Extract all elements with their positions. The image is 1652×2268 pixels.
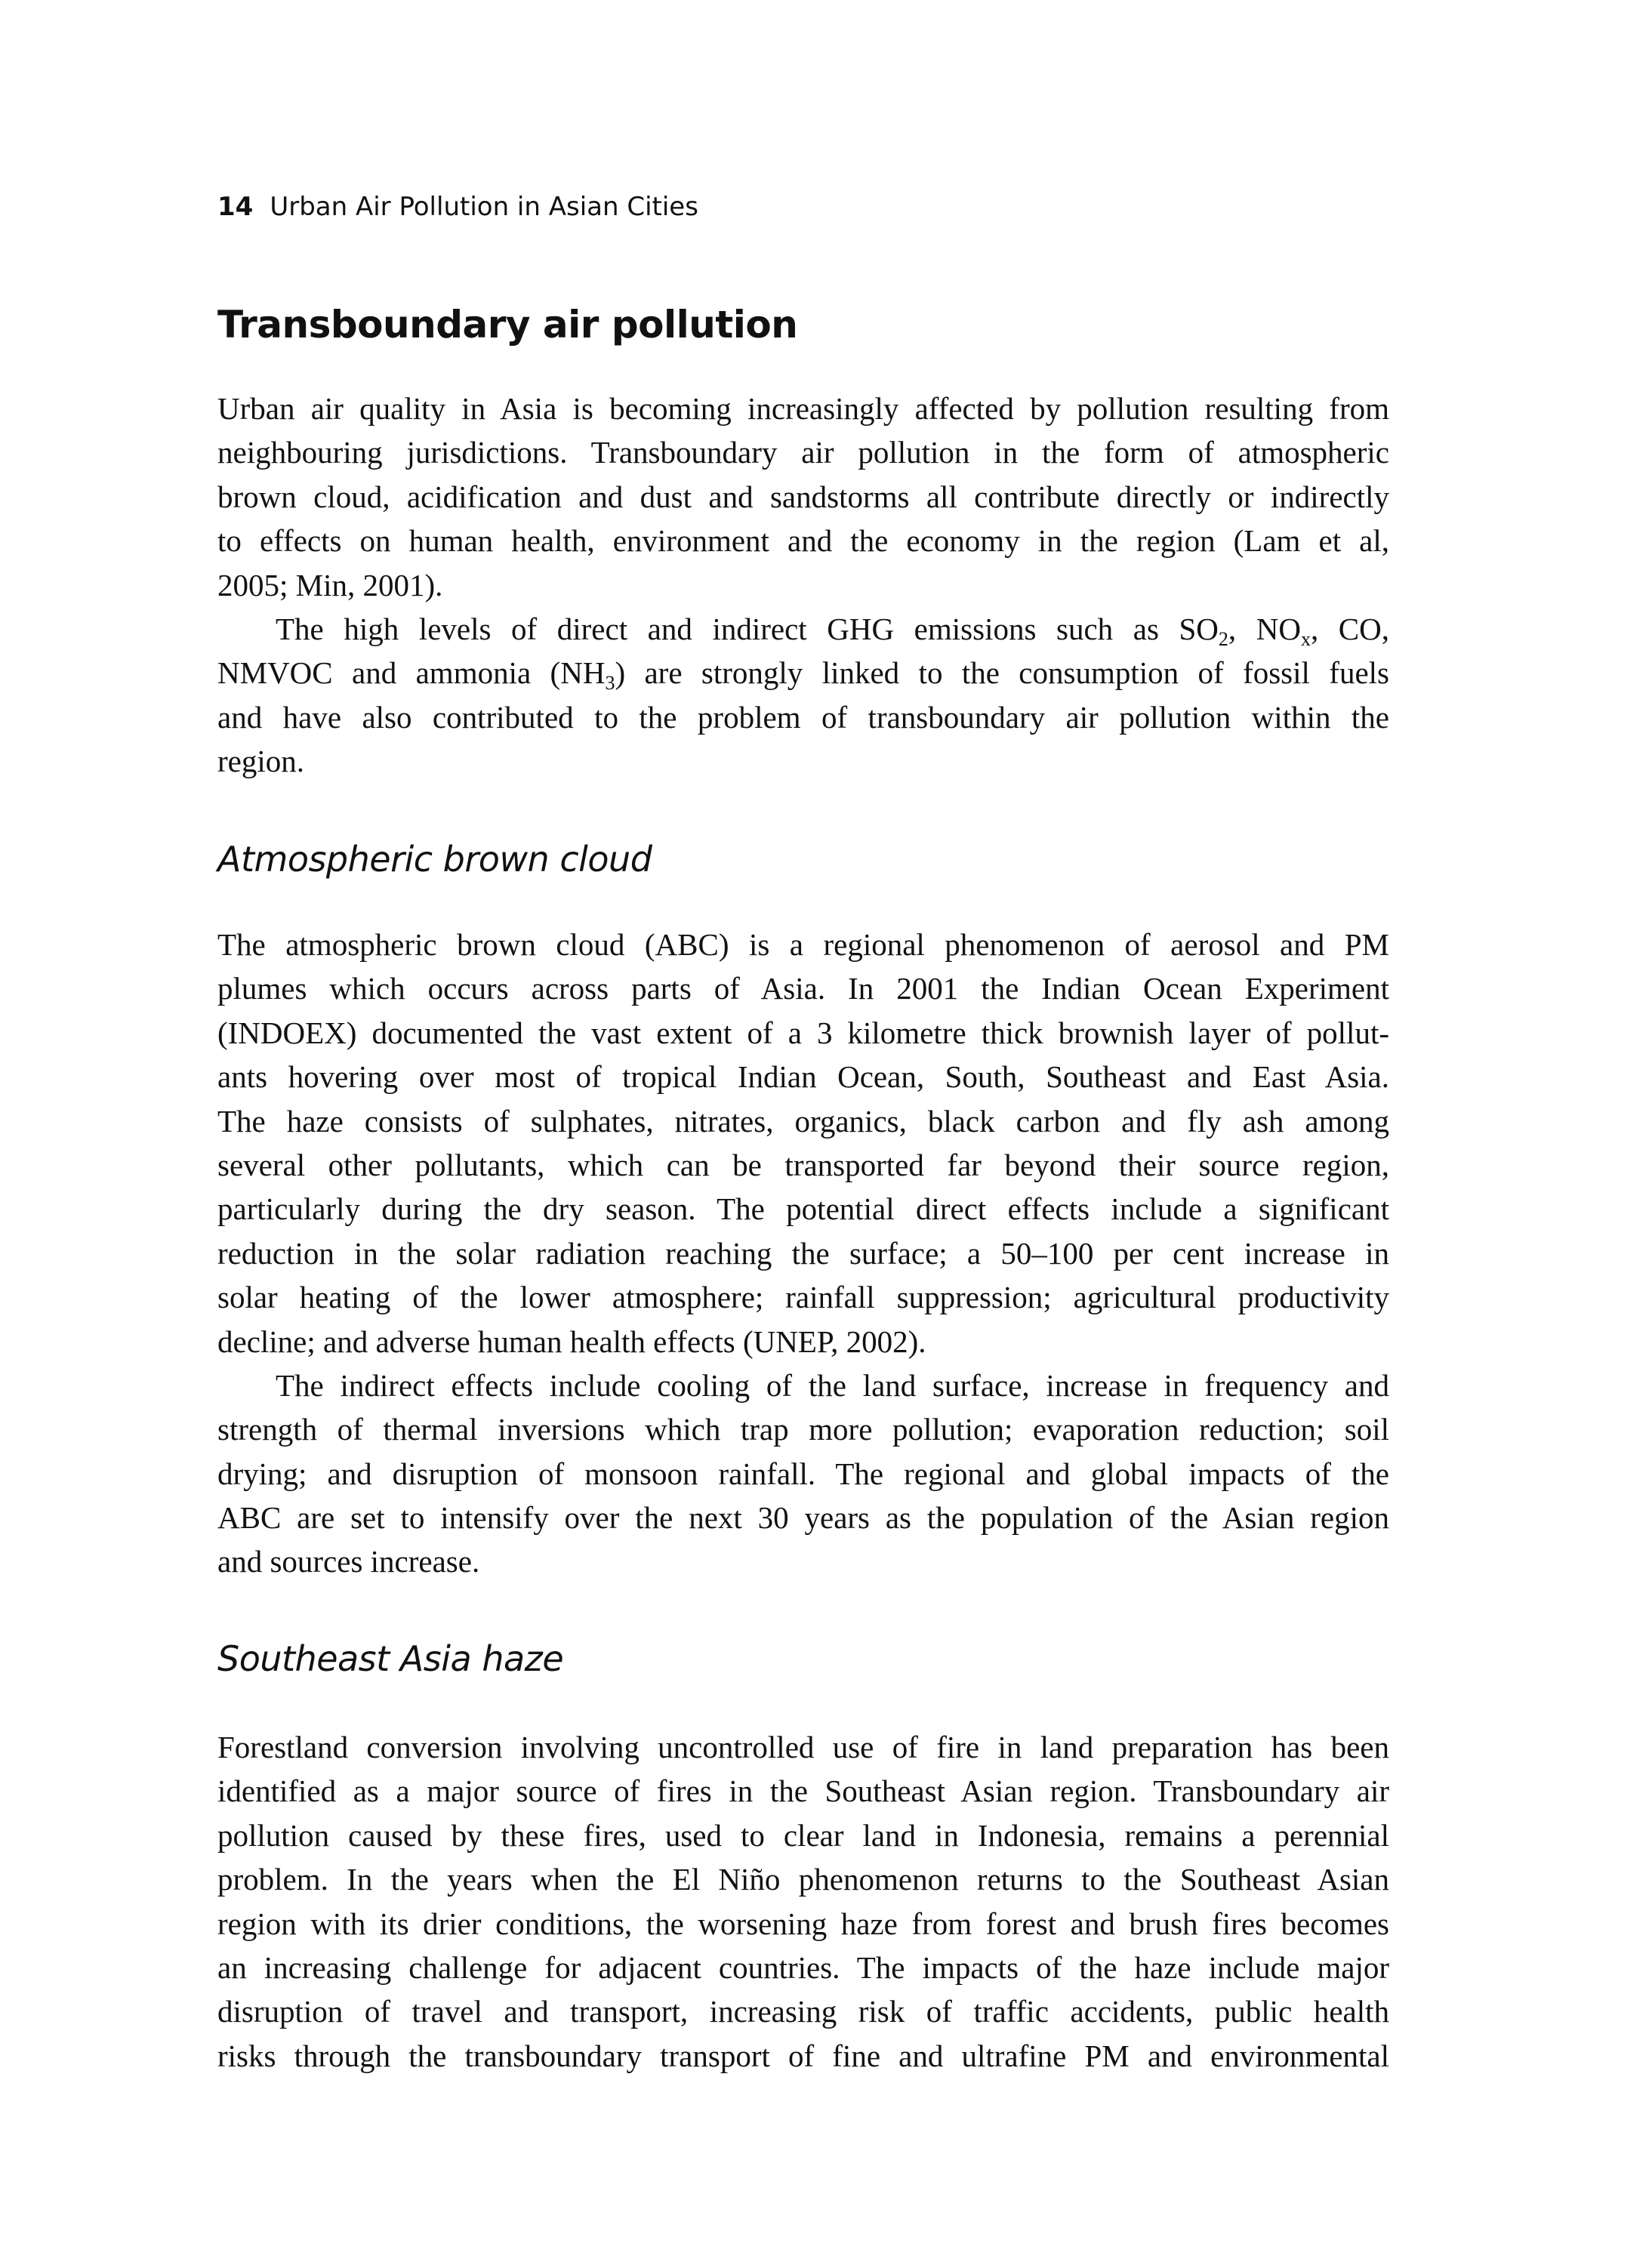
subheading-atmospheric-brown-cloud: Atmospheric brown cloud bbox=[217, 839, 652, 880]
text-line: ABC are set to intensify over the next 30 years as the population of the Asian region bbox=[217, 1500, 1389, 1536]
text-line: Forestland conversion involving uncontrolled use of fire in land preparation has been bbox=[217, 1730, 1389, 1764]
section-southeast-asia-haze bbox=[217, 1725, 1389, 2078]
text-segment: The high levels of direct and indirect GHG emissions such as SO bbox=[276, 611, 1219, 646]
text-line bbox=[217, 651, 1389, 695]
subheading-southeast-asia-haze: Southeast Asia haze bbox=[217, 1638, 564, 1679]
paragraph bbox=[217, 607, 1389, 784]
text-line: reduction in the solar radiation reaching the surface; a 50–100 per cent increase in bbox=[217, 1235, 1389, 1271]
text-line: neighbouring jurisdictions. Transboundary air pollution in the form of atmospheric bbox=[217, 435, 1389, 470]
text-line: pollution caused by these fires, used to clear land in Indonesia, remains a perennial bbox=[217, 1817, 1389, 1853]
text-line: The indirect effects include cooling of the land surface, increase in frequency and bbox=[276, 1367, 1389, 1403]
page-number: 14 bbox=[217, 192, 254, 222]
text-line: drying; and disruption of monsoon rainfall. The regional and global impacts of the bbox=[217, 1456, 1389, 1491]
text-line: (INDOEX) documented the vast extent of a 3 kilometre thick brownish layer of pollut- bbox=[217, 1015, 1389, 1050]
text-line: region. bbox=[217, 744, 304, 779]
text-line: Urban air quality in Asia is becoming increasingly affected by pollution resulting from bbox=[217, 391, 1389, 426]
text-line: ants hovering over most of tropical Indian Ocean, South, Southeast and East Asia. bbox=[217, 1059, 1389, 1095]
text-line: brown cloud, acidification and dust and sandstorms all contribute directly or indirectly bbox=[217, 479, 1389, 514]
paragraph bbox=[217, 387, 1389, 607]
text-line: risks through the transboundary transport of fine and ultrafine PM and environmental bbox=[217, 2038, 1389, 2073]
section-atmospheric-brown-cloud bbox=[217, 923, 1389, 1584]
text-line: The atmospheric brown cloud (ABC) is a regional phenomenon of aerosol and PM bbox=[217, 927, 1389, 962]
paragraph bbox=[217, 1364, 1389, 1584]
running-title: Urban Air Pollution in Asian Cities bbox=[270, 192, 698, 222]
paragraph bbox=[217, 1725, 1389, 2078]
section-heading: Transboundary air pollution bbox=[217, 303, 798, 347]
text-line: several other pollutants, which can be transported far beyond their source region, bbox=[217, 1147, 1389, 1182]
text-line: solar heating of the lower atmosphere; rainfall suppression; agricultural productivity bbox=[217, 1280, 1389, 1315]
text-line: The haze consists of sulphates, nitrates, organics, black carbon and fly ash among bbox=[217, 1103, 1389, 1139]
section-intro bbox=[217, 387, 1389, 784]
text-line: and sources increase. bbox=[217, 1544, 480, 1579]
text-line: region with its drier conditions, the worsening haze from forest and brush fires becomes bbox=[217, 1906, 1389, 1941]
text-line: problem. In the years when the El Niño phenomenon returns to the Southeast Asian bbox=[217, 1862, 1389, 1897]
paragraph bbox=[217, 923, 1389, 1364]
text-line: plumes which occurs across parts of Asia. In 2001 the Indian Ocean Experiment bbox=[217, 971, 1389, 1006]
text-segment: , NO bbox=[1228, 611, 1301, 646]
text-line: and have also contributed to the problem of transboundary air pollution within the bbox=[217, 699, 1389, 735]
text-line: 2005; Min, 2001). bbox=[217, 567, 443, 602]
running-head bbox=[217, 189, 1389, 225]
text-line: disruption of travel and transport, increasing risk of traffic accidents, public health bbox=[217, 1994, 1389, 2029]
subscript: 2 bbox=[1218, 627, 1228, 650]
text-line bbox=[217, 607, 1389, 651]
text-line: decline; and adverse human health effects (UNEP, 2002). bbox=[217, 1324, 926, 1359]
text-line: an increasing challenge for adjacent countries. The impacts of the haze include major bbox=[217, 1949, 1389, 1985]
subscript: 3 bbox=[605, 672, 615, 695]
text-segment: NMVOC and ammonia (NH bbox=[217, 655, 606, 691]
text-line: particularly during the dry season. The potential direct effects include a significant bbox=[217, 1191, 1389, 1227]
text-segment: ) are strongly linked to the consumption of fossil fuels bbox=[615, 655, 1389, 691]
subscript: x bbox=[1300, 627, 1311, 650]
text-segment: , CO, bbox=[1310, 611, 1390, 646]
text-line: strength of thermal inversions which trap more pollution; evaporation reduction; soil bbox=[217, 1412, 1389, 1447]
text-line: identified as a major source of fires in the Southeast Asian region. Transboundary air bbox=[217, 1773, 1389, 1809]
text-line: to effects on human health, environment and the economy in the region (Lam et al, bbox=[217, 523, 1389, 559]
